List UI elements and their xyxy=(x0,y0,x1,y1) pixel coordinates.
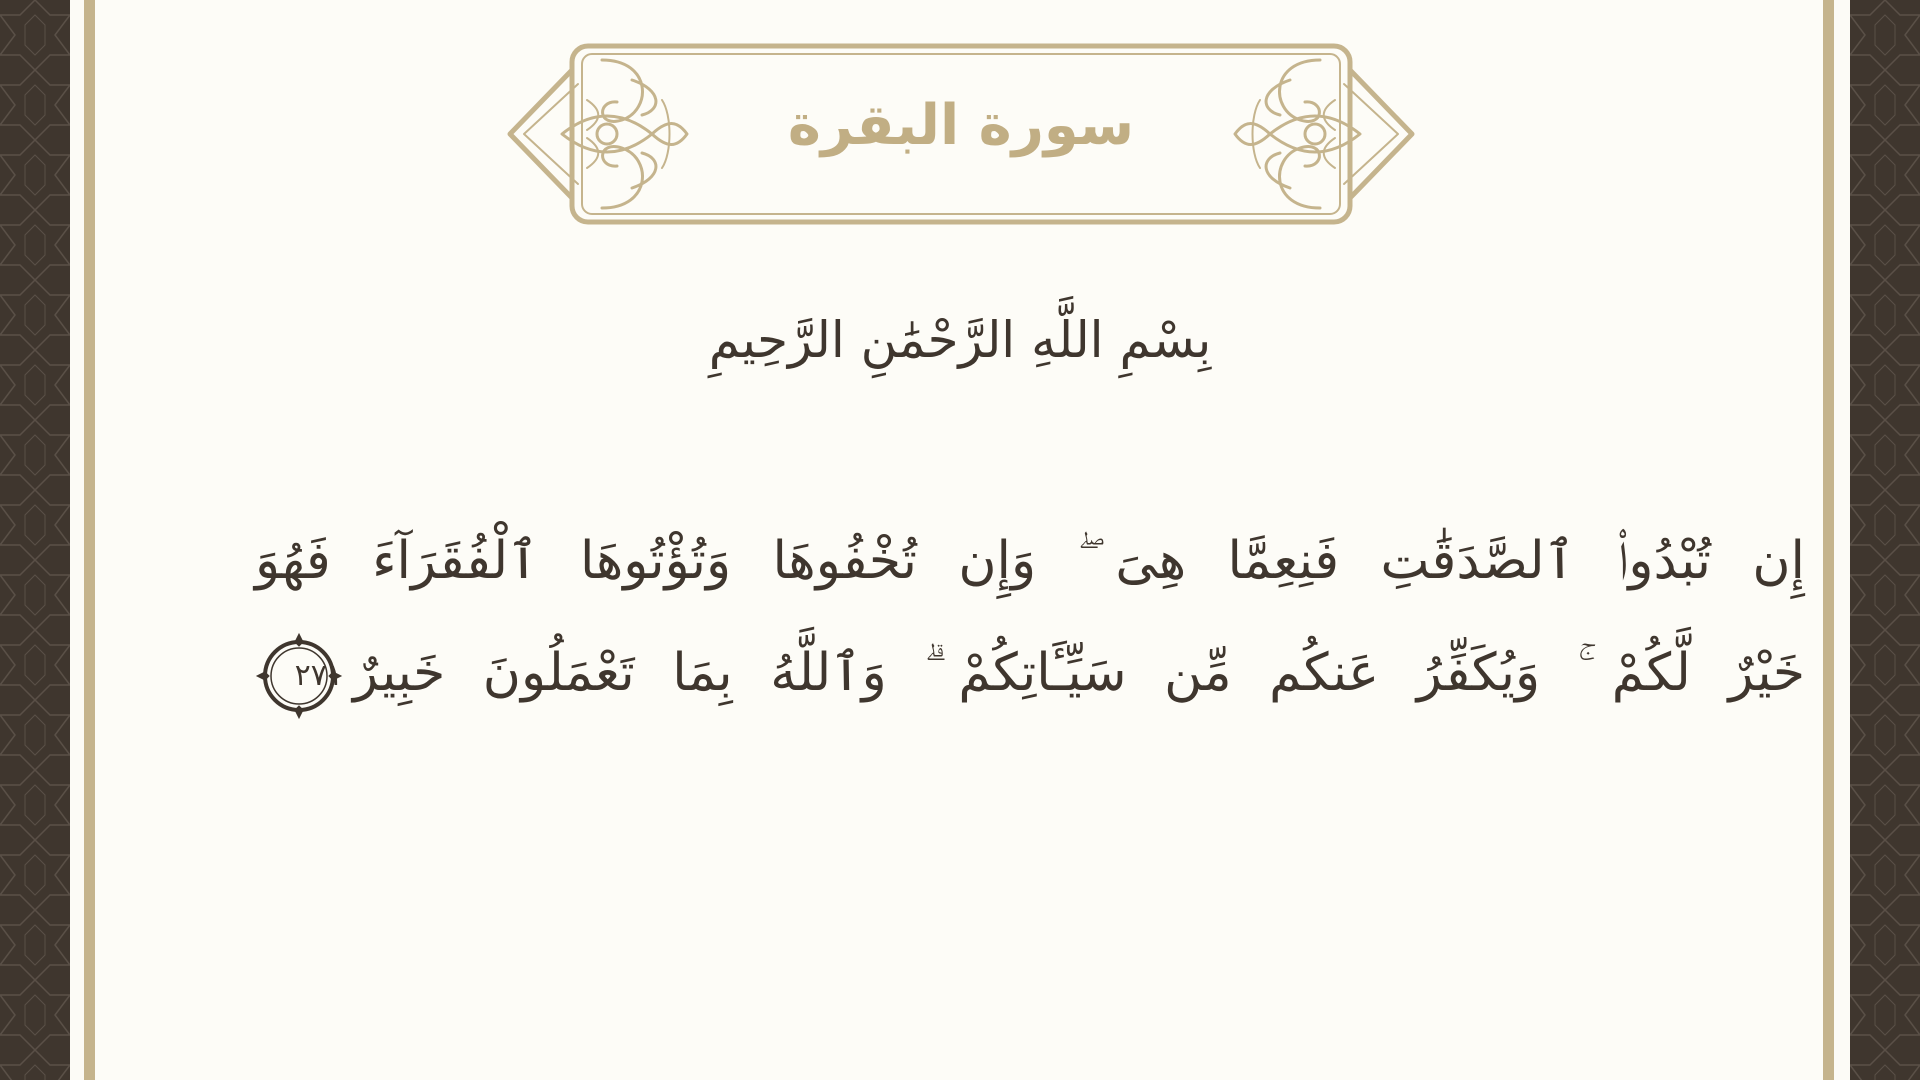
left-gold-rule xyxy=(84,0,95,1080)
surah-title: سورة البقرة xyxy=(787,93,1135,158)
verse-line-1: إِن تُبْدُوا۟ ٱلصَّدَقَٰتِ فَنِعِمَّا هِىَ ۖ وَإِن تُخْفُوهَا وَتُؤْتُوهَا ٱلْفُقَرَآءَ فَهُوَ xyxy=(255,531,1805,591)
left-frame-gap xyxy=(70,0,84,1080)
right-ornamental-border xyxy=(1850,0,1920,1080)
verse-text xyxy=(255,505,1805,729)
left-border-pattern xyxy=(0,0,70,1080)
right-border-pattern xyxy=(1850,0,1920,1080)
ayah-number: ٢٧١ xyxy=(294,658,343,693)
verse-line-2 xyxy=(255,617,1805,729)
right-gold-rule xyxy=(1823,0,1834,1080)
surah-header-frame xyxy=(502,40,1420,230)
basmala: بِسْمِ اللَّهِ الرَّحْمَٰنِ الرَّحِيمِ xyxy=(708,311,1212,369)
left-ornamental-border xyxy=(0,0,70,1080)
ayah-marker xyxy=(255,632,343,720)
right-frame-gap xyxy=(1834,0,1850,1080)
verse-line-2-text: خَيْرٌ لَّكُمْ ۚ وَيُكَفِّرُ عَنكُم مِّن سَيِّـَٔاتِكُمْ ۗ وَٱللَّهُ بِمَا تَعْمَلُونَ خَبِيرٌ xyxy=(353,643,1805,703)
